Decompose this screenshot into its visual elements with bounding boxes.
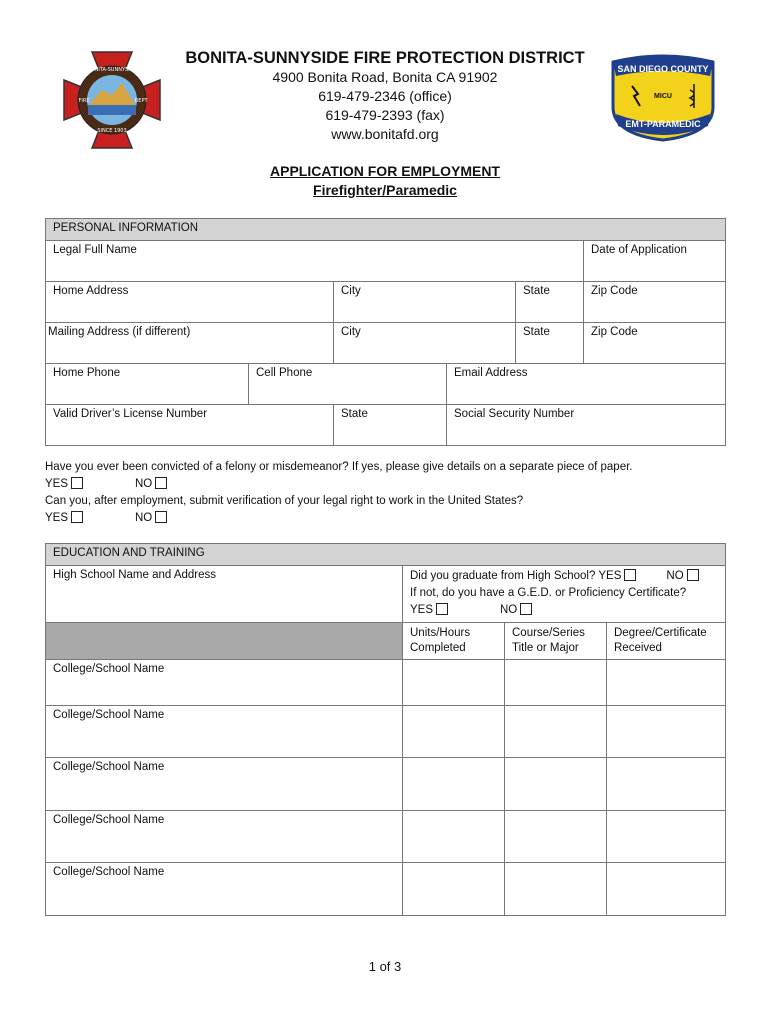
page-number: 1 of 3 [368, 959, 402, 974]
degree-field[interactable] [607, 811, 726, 863]
work-right-answer-row [45, 510, 167, 527]
units-field[interactable] [403, 811, 505, 863]
cell-phone-field[interactable]: Cell Phone [249, 364, 447, 405]
degree-field[interactable] [607, 706, 726, 758]
course-field[interactable] [505, 811, 607, 863]
felony-answer-row [45, 476, 167, 493]
header-block [160, 48, 610, 144]
work-yes-label: YES [45, 512, 69, 524]
units-field[interactable] [403, 706, 505, 758]
degree-header: Degree/Certificate Received [607, 623, 726, 660]
course-field[interactable] [505, 863, 607, 916]
personal-section-header: PERSONAL INFORMATION [46, 219, 726, 241]
work-right-question: Can you, after employment, submit verification of your legal right to work in the United States? [45, 495, 524, 507]
personal-info-table [45, 218, 726, 446]
ged-question: If not, do you have a G.E.D. or Proficiency Certificate? [410, 587, 687, 599]
course-field[interactable] [505, 758, 607, 811]
felony-question: Have you ever been convicted of a felony or misdemeanor? If yes, please give details on a separate piece of paper. [45, 461, 633, 473]
college-name-field[interactable]: College/School Name [46, 706, 403, 758]
hs-grad-label: Did you graduate from High School? YES [410, 570, 622, 582]
course-title-header: Course/Series Title or Major [505, 623, 607, 660]
mailing-state-field[interactable]: State [516, 323, 584, 364]
mailing-address-field[interactable]: Mailing Address (if different) [46, 323, 334, 364]
mailing-zip-field[interactable]: Zip Code [584, 323, 726, 364]
zip-field[interactable]: Zip Code [584, 282, 726, 323]
form-title [160, 162, 610, 200]
emt-paramedic-badge-logo [608, 52, 718, 142]
degree-field[interactable] [607, 863, 726, 916]
title-sub: Firefighter/Paramedic [313, 182, 457, 198]
felony-no-label: NO [135, 478, 153, 490]
svg-text:SINCE 1903: SINCE 1903 [97, 128, 127, 134]
svg-text:EMT-PARAMEDIC: EMT-PARAMEDIC [625, 119, 701, 129]
hs-graduation-question [403, 566, 726, 623]
high-school-field[interactable]: High School Name and Address [46, 566, 403, 623]
svg-text:FIRE: FIRE [78, 98, 90, 104]
education-table [45, 543, 726, 916]
org-name: BONITA-SUNNYSIDE FIRE PROTECTION DISTRICT [185, 49, 585, 67]
office-phone: 619-479-2346 (office) [318, 88, 452, 104]
degree-field[interactable] [607, 758, 726, 811]
home-address-field[interactable]: Home Address [46, 282, 334, 323]
license-state-field[interactable]: State [334, 405, 447, 446]
work-no-checkbox[interactable] [155, 511, 167, 523]
svg-text:SAN DIEGO COUNTY: SAN DIEGO COUNTY [617, 64, 709, 74]
ssn-field[interactable]: Social Security Number [447, 405, 726, 446]
ged-yes-label: YES [410, 604, 434, 616]
felony-yes-checkbox[interactable] [71, 477, 83, 489]
college-name-field[interactable]: College/School Name [46, 758, 403, 811]
website: www.bonitafd.org [331, 126, 439, 142]
felony-no-checkbox[interactable] [155, 477, 167, 489]
course-field[interactable] [505, 706, 607, 758]
college-name-field[interactable]: College/School Name [46, 811, 403, 863]
college-name-field[interactable]: College/School Name [46, 660, 403, 706]
course-field[interactable] [505, 660, 607, 706]
column-header-shade [46, 623, 403, 660]
mailing-city-field[interactable]: City [334, 323, 516, 364]
fire-dept-cross-logo [62, 50, 162, 150]
work-yes-checkbox[interactable] [71, 511, 83, 523]
state-field[interactable]: State [516, 282, 584, 323]
college-name-field[interactable]: College/School Name [46, 863, 403, 916]
home-phone-field[interactable]: Home Phone [46, 364, 249, 405]
units-field[interactable] [403, 863, 505, 916]
units-field[interactable] [403, 758, 505, 811]
units-field[interactable] [403, 660, 505, 706]
fax: 619-479-2393 (fax) [325, 107, 445, 123]
city-field[interactable]: City [334, 282, 516, 323]
drivers-license-field[interactable]: Valid Driver’s License Number [46, 405, 334, 446]
ged-no-checkbox[interactable] [520, 603, 532, 615]
ged-yes-checkbox[interactable] [436, 603, 448, 615]
address: 4900 Bonita Road, Bonita CA 91902 [272, 69, 498, 85]
hs-grad-yes-checkbox[interactable] [624, 569, 636, 581]
email-field[interactable]: Email Address [447, 364, 726, 405]
svg-text:BONITA-SUNNYSIDE: BONITA-SUNNYSIDE [87, 67, 137, 73]
education-section-header: EDUCATION AND TRAINING [46, 544, 726, 566]
svg-text:DEPT: DEPT [134, 98, 148, 104]
units-hours-header: Units/Hours Completed [403, 623, 505, 660]
svg-text:MICU: MICU [654, 93, 672, 100]
work-no-label: NO [135, 512, 153, 524]
ged-no-label: NO [500, 604, 518, 616]
legal-name-field[interactable]: Legal Full Name [46, 241, 584, 282]
degree-field[interactable] [607, 660, 726, 706]
date-of-application-field[interactable]: Date of Application [584, 241, 726, 282]
felony-yes-label: YES [45, 478, 69, 490]
hs-grad-no-checkbox[interactable] [687, 569, 699, 581]
title-main: APPLICATION FOR EMPLOYMENT [270, 163, 500, 179]
hs-grad-no-label: NO [666, 570, 684, 582]
